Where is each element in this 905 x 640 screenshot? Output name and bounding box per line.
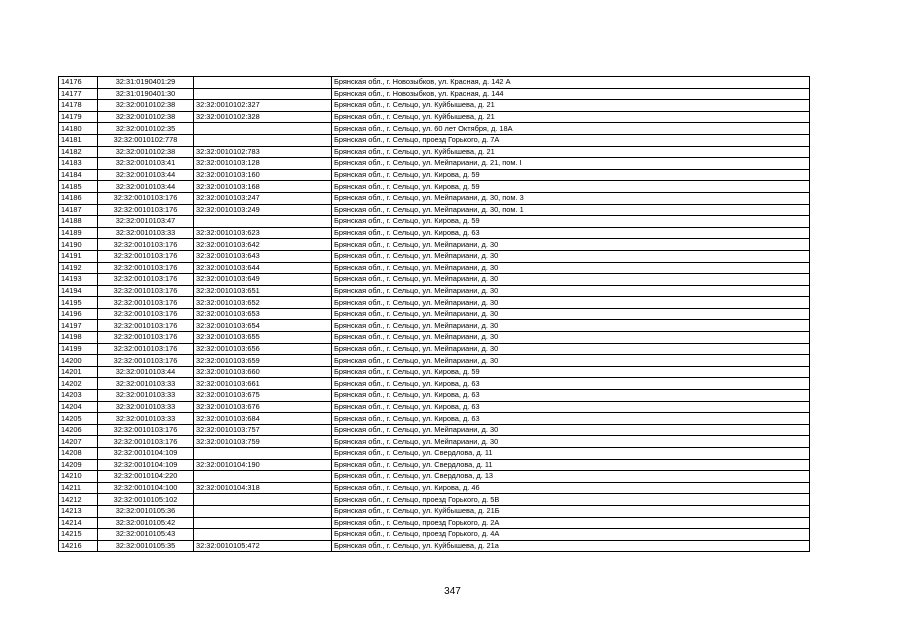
table-row xyxy=(59,482,810,494)
table-row xyxy=(59,227,810,239)
address-cell: Брянская обл., г. Сельцо, ул. Кирова, д. 46 xyxy=(332,482,810,494)
cadastral-number-cell: 32:32:0010103:33 xyxy=(98,413,194,425)
cadastral-number-cell: 32:32:0010102:38 xyxy=(98,146,194,158)
row-number-cell: 14207 xyxy=(59,436,98,448)
table-row xyxy=(59,505,810,517)
building-number-cell: 32:32:0010103:249 xyxy=(194,204,332,216)
address-cell: Брянская обл., г. Сельцо, проезд Горького, д. 2А xyxy=(332,517,810,529)
table-row xyxy=(59,250,810,262)
table-row xyxy=(59,181,810,193)
address-cell: Брянская обл., г. Сельцо, ул. Кирова, д. 63 xyxy=(332,227,810,239)
address-cell: Брянская обл., г. Сельцо, ул. Кирова, д. 63 xyxy=(332,378,810,390)
cadastral-number-cell: 32:32:0010103:44 xyxy=(98,366,194,378)
address-cell: Брянская обл., г. Сельцо, ул. Мейпариани, д. 30 xyxy=(332,332,810,344)
building-number-cell xyxy=(194,134,332,146)
address-cell: Брянская обл., г. Сельцо, ул. Кирова, д. 59 xyxy=(332,169,810,181)
building-number-cell: 32:32:0010103:247 xyxy=(194,192,332,204)
cadastral-number-cell: 32:32:0010103:47 xyxy=(98,216,194,228)
table-row xyxy=(59,378,810,390)
row-number-cell: 14199 xyxy=(59,343,98,355)
row-number-cell: 14178 xyxy=(59,100,98,112)
cadastral-number-cell: 32:32:0010104:220 xyxy=(98,471,194,483)
cadastral-number-cell: 32:32:0010103:176 xyxy=(98,274,194,286)
building-number-cell: 32:32:0010103:644 xyxy=(194,262,332,274)
address-cell: Брянская обл., г. Сельцо, ул. Кирова, д. 63 xyxy=(332,401,810,413)
address-cell: Брянская обл., г. Новозыбков, ул. Красная, д. 144 xyxy=(332,88,810,100)
cadastral-number-cell: 32:32:0010105:35 xyxy=(98,540,194,552)
table-row xyxy=(59,332,810,344)
building-number-cell: 32:32:0010103:160 xyxy=(194,169,332,181)
address-cell: Брянская обл., г. Сельцо, ул. Куйбышева, д. 21 xyxy=(332,111,810,123)
row-number-cell: 14208 xyxy=(59,448,98,460)
address-cell: Брянская обл., г. Сельцо, ул. Свердлова, д. 11 xyxy=(332,448,810,460)
table-row xyxy=(59,146,810,158)
building-number-cell: 32:32:0010103:661 xyxy=(194,378,332,390)
table-row xyxy=(59,401,810,413)
table-row xyxy=(59,158,810,170)
building-number-cell: 32:32:0010103:660 xyxy=(194,366,332,378)
building-number-cell xyxy=(194,123,332,135)
building-number-cell: 32:32:0010103:649 xyxy=(194,274,332,286)
table-row xyxy=(59,320,810,332)
table-row xyxy=(59,100,810,112)
address-cell: Брянская обл., г. Сельцо, проезд Горького, д. 7А xyxy=(332,134,810,146)
row-number-cell: 14194 xyxy=(59,285,98,297)
address-cell: Брянская обл., г. Сельцо, ул. Мейпариани, д. 30 xyxy=(332,355,810,367)
row-number-cell: 14182 xyxy=(59,146,98,158)
cadastral-number-cell: 32:32:0010103:176 xyxy=(98,285,194,297)
row-number-cell: 14213 xyxy=(59,505,98,517)
building-number-cell: 32:32:0010103:623 xyxy=(194,227,332,239)
cadastral-number-cell: 32:32:0010103:33 xyxy=(98,378,194,390)
row-number-cell: 14204 xyxy=(59,401,98,413)
table-row xyxy=(59,413,810,425)
row-number-cell: 14179 xyxy=(59,111,98,123)
table-row xyxy=(59,88,810,100)
row-number-cell: 14215 xyxy=(59,529,98,541)
cadastral-number-cell: 32:32:0010103:33 xyxy=(98,390,194,402)
address-cell: Брянская обл., г. Сельцо, ул. Мейпариани, д. 30 xyxy=(332,239,810,251)
row-number-cell: 14209 xyxy=(59,459,98,471)
address-cell: Брянская обл., г. Сельцо, ул. Кирова, д. 63 xyxy=(332,390,810,402)
building-number-cell: 32:32:0010104:190 xyxy=(194,459,332,471)
address-cell: Брянская обл., г. Сельцо, проезд Горького, д. 5В xyxy=(332,494,810,506)
address-cell: Брянская обл., г. Сельцо, ул. 60 лет Октября, д. 18А xyxy=(332,123,810,135)
row-number-cell: 14181 xyxy=(59,134,98,146)
table-row xyxy=(59,448,810,460)
address-cell: Брянская обл., г. Сельцо, ул. Куйбышева, д. 21а xyxy=(332,540,810,552)
table-row xyxy=(59,343,810,355)
address-cell: Брянская обл., г. Сельцо, ул. Мейпариани, д. 30 xyxy=(332,250,810,262)
building-number-cell: 32:32:0010103:676 xyxy=(194,401,332,413)
building-number-cell: 32:32:0010103:653 xyxy=(194,308,332,320)
building-number-cell xyxy=(194,448,332,460)
table-row xyxy=(59,239,810,251)
address-cell: Брянская обл., г. Сельцо, ул. Кирова, д. 59 xyxy=(332,366,810,378)
building-number-cell: 32:32:0010103:759 xyxy=(194,436,332,448)
row-number-cell: 14203 xyxy=(59,390,98,402)
building-number-cell: 32:32:0010103:642 xyxy=(194,239,332,251)
address-cell: Брянская обл., г. Сельцо, ул. Мейпариани, д. 21, пом. I xyxy=(332,158,810,170)
address-cell: Брянская обл., г. Сельцо, ул. Мейпариани, д. 30, пом. 3 xyxy=(332,192,810,204)
cadastral-number-cell: 32:32:0010103:176 xyxy=(98,204,194,216)
address-cell: Брянская обл., г. Сельцо, ул. Мейпариани, д. 30 xyxy=(332,274,810,286)
address-cell: Брянская обл., г. Сельцо, ул. Мейпариани, д. 30 xyxy=(332,262,810,274)
table-row xyxy=(59,123,810,135)
table-row xyxy=(59,494,810,506)
building-number-cell xyxy=(194,505,332,517)
row-number-cell: 14197 xyxy=(59,320,98,332)
table-row xyxy=(59,204,810,216)
address-cell: Брянская обл., г. Сельцо, ул. Мейпариани, д. 30 xyxy=(332,297,810,309)
table-row xyxy=(59,436,810,448)
row-number-cell: 14193 xyxy=(59,274,98,286)
building-number-cell: 32:32:0010104:318 xyxy=(194,482,332,494)
building-number-cell xyxy=(194,216,332,228)
building-number-cell: 32:32:0010103:655 xyxy=(194,332,332,344)
building-number-cell: 32:32:0010103:652 xyxy=(194,297,332,309)
cadastral-number-cell: 32:32:0010103:176 xyxy=(98,424,194,436)
row-number-cell: 14198 xyxy=(59,332,98,344)
cadastral-number-cell: 32:32:0010104:109 xyxy=(98,459,194,471)
building-number-cell: 32:32:0010103:659 xyxy=(194,355,332,367)
row-number-cell: 14211 xyxy=(59,482,98,494)
cadastral-number-cell: 32:32:0010103:33 xyxy=(98,401,194,413)
building-number-cell: 32:32:0010103:651 xyxy=(194,285,332,297)
table-row xyxy=(59,77,810,89)
row-number-cell: 14177 xyxy=(59,88,98,100)
table-row xyxy=(59,459,810,471)
row-number-cell: 14186 xyxy=(59,192,98,204)
building-number-cell: 32:32:0010102:327 xyxy=(194,100,332,112)
address-cell: Брянская обл., г. Сельцо, ул. Куйбышева, д. 21 xyxy=(332,146,810,158)
table-row xyxy=(59,192,810,204)
row-number-cell: 14184 xyxy=(59,169,98,181)
cadastral-number-cell: 32:32:0010102:35 xyxy=(98,123,194,135)
address-cell: Брянская обл., г. Сельцо, ул. Кирова, д. 59 xyxy=(332,181,810,193)
table-row xyxy=(59,297,810,309)
row-number-cell: 14200 xyxy=(59,355,98,367)
table-row xyxy=(59,517,810,529)
table-row xyxy=(59,216,810,228)
cadastral-number-cell: 32:32:0010103:176 xyxy=(98,332,194,344)
cadastral-number-cell: 32:32:0010102:38 xyxy=(98,111,194,123)
building-number-cell: 32:32:0010103:684 xyxy=(194,413,332,425)
cadastral-number-cell: 32:32:0010104:109 xyxy=(98,448,194,460)
cadastral-number-cell: 32:32:0010103:176 xyxy=(98,262,194,274)
building-number-cell: 32:32:0010103:656 xyxy=(194,343,332,355)
cadastral-number-cell: 32:32:0010103:176 xyxy=(98,355,194,367)
table-row xyxy=(59,285,810,297)
row-number-cell: 14205 xyxy=(59,413,98,425)
cadastral-number-cell: 32:32:0010105:42 xyxy=(98,517,194,529)
row-number-cell: 14216 xyxy=(59,540,98,552)
address-cell: Брянская обл., г. Сельцо, ул. Кирова, д. 59 xyxy=(332,216,810,228)
building-number-cell: 32:32:0010102:328 xyxy=(194,111,332,123)
table-row xyxy=(59,390,810,402)
address-cell: Брянская обл., г. Сельцо, ул. Куйбышева, д. 21 xyxy=(332,100,810,112)
row-number-cell: 14206 xyxy=(59,424,98,436)
address-cell: Брянская обл., г. Сельцо, ул. Мейпариани, д. 30 xyxy=(332,320,810,332)
address-cell: Брянская обл., г. Сельцо, ул. Кирова, д. 63 xyxy=(332,413,810,425)
row-number-cell: 14195 xyxy=(59,297,98,309)
address-cell: Брянская обл., г. Сельцо, ул. Свердлова, д. 11 xyxy=(332,459,810,471)
row-number-cell: 14180 xyxy=(59,123,98,135)
table-row xyxy=(59,262,810,274)
property-registry-table xyxy=(58,76,810,552)
table-row xyxy=(59,366,810,378)
cadastral-number-cell: 32:31:0190401:29 xyxy=(98,77,194,89)
cadastral-number-cell: 32:32:0010105:36 xyxy=(98,505,194,517)
table-row xyxy=(59,471,810,483)
building-number-cell: 32:32:0010103:654 xyxy=(194,320,332,332)
row-number-cell: 14196 xyxy=(59,308,98,320)
page-number: 347 xyxy=(444,586,461,597)
address-cell: Брянская обл., г. Сельцо, ул. Мейпариани, д. 30 xyxy=(332,436,810,448)
row-number-cell: 14212 xyxy=(59,494,98,506)
row-number-cell: 14176 xyxy=(59,77,98,89)
building-number-cell: 32:32:0010103:168 xyxy=(194,181,332,193)
table-row xyxy=(59,540,810,552)
table-row xyxy=(59,274,810,286)
row-number-cell: 14214 xyxy=(59,517,98,529)
building-number-cell xyxy=(194,517,332,529)
cadastral-number-cell: 32:32:0010103:176 xyxy=(98,320,194,332)
cadastral-number-cell: 32:32:0010105:43 xyxy=(98,529,194,541)
row-number-cell: 14187 xyxy=(59,204,98,216)
cadastral-number-cell: 32:32:0010102:38 xyxy=(98,100,194,112)
row-number-cell: 14210 xyxy=(59,471,98,483)
building-number-cell: 32:32:0010103:128 xyxy=(194,158,332,170)
building-number-cell: 32:32:0010103:675 xyxy=(194,390,332,402)
address-cell: Брянская обл., г. Сельцо, ул. Мейпариани, д. 30 xyxy=(332,424,810,436)
row-number-cell: 14202 xyxy=(59,378,98,390)
building-number-cell: 32:32:0010102:783 xyxy=(194,146,332,158)
row-number-cell: 14191 xyxy=(59,250,98,262)
address-cell: Брянская обл., г. Сельцо, ул. Мейпариани, д. 30, пом. 1 xyxy=(332,204,810,216)
building-number-cell: 32:32:0010103:757 xyxy=(194,424,332,436)
building-number-cell: 32:32:0010103:643 xyxy=(194,250,332,262)
cadastral-number-cell: 32:32:0010105:102 xyxy=(98,494,194,506)
address-cell: Брянская обл., г. Сельцо, ул. Мейпариани, д. 30 xyxy=(332,308,810,320)
cadastral-number-cell: 32:32:0010103:176 xyxy=(98,192,194,204)
cadastral-number-cell: 32:31:0190401:30 xyxy=(98,88,194,100)
row-number-cell: 14192 xyxy=(59,262,98,274)
cadastral-number-cell: 32:32:0010103:176 xyxy=(98,436,194,448)
table-row xyxy=(59,424,810,436)
row-number-cell: 14189 xyxy=(59,227,98,239)
address-cell: Брянская обл., г. Новозыбков, ул. Красная, д. 142 А xyxy=(332,77,810,89)
cadastral-number-cell: 32:32:0010104:100 xyxy=(98,482,194,494)
cadastral-number-cell: 32:32:0010103:33 xyxy=(98,227,194,239)
address-cell: Брянская обл., г. Сельцо, ул. Мейпариани, д. 30 xyxy=(332,343,810,355)
cadastral-number-cell: 32:32:0010103:44 xyxy=(98,169,194,181)
building-number-cell xyxy=(194,471,332,483)
table-row xyxy=(59,169,810,181)
building-number-cell xyxy=(194,529,332,541)
building-number-cell: 32:32:0010105:472 xyxy=(194,540,332,552)
cadastral-number-cell: 32:32:0010103:176 xyxy=(98,308,194,320)
cadastral-number-cell: 32:32:0010103:176 xyxy=(98,343,194,355)
cadastral-number-cell: 32:32:0010103:44 xyxy=(98,181,194,193)
row-number-cell: 14201 xyxy=(59,366,98,378)
table-row xyxy=(59,308,810,320)
cadastral-number-cell: 32:32:0010103:41 xyxy=(98,158,194,170)
row-number-cell: 14190 xyxy=(59,239,98,251)
cadastral-number-cell: 32:32:0010103:176 xyxy=(98,297,194,309)
table-row xyxy=(59,529,810,541)
building-number-cell xyxy=(194,77,332,89)
cadastral-number-cell: 32:32:0010103:176 xyxy=(98,250,194,262)
table-row xyxy=(59,111,810,123)
building-number-cell xyxy=(194,88,332,100)
building-number-cell xyxy=(194,494,332,506)
address-cell: Брянская обл., г. Сельцо, ул. Куйбышева, д. 21Б xyxy=(332,505,810,517)
row-number-cell: 14188 xyxy=(59,216,98,228)
row-number-cell: 14185 xyxy=(59,181,98,193)
table-row xyxy=(59,355,810,367)
address-cell: Брянская обл., г. Сельцо, ул. Свердлова, д. 13 xyxy=(332,471,810,483)
row-number-cell: 14183 xyxy=(59,158,98,170)
table-row xyxy=(59,134,810,146)
address-cell: Брянская обл., г. Сельцо, ул. Мейпариани, д. 30 xyxy=(332,285,810,297)
cadastral-number-cell: 32:32:0010103:176 xyxy=(98,239,194,251)
registry-table-body xyxy=(59,77,810,552)
cadastral-number-cell: 32:32:0010102:778 xyxy=(98,134,194,146)
address-cell: Брянская обл., г. Сельцо, проезд Горького, д. 4А xyxy=(332,529,810,541)
